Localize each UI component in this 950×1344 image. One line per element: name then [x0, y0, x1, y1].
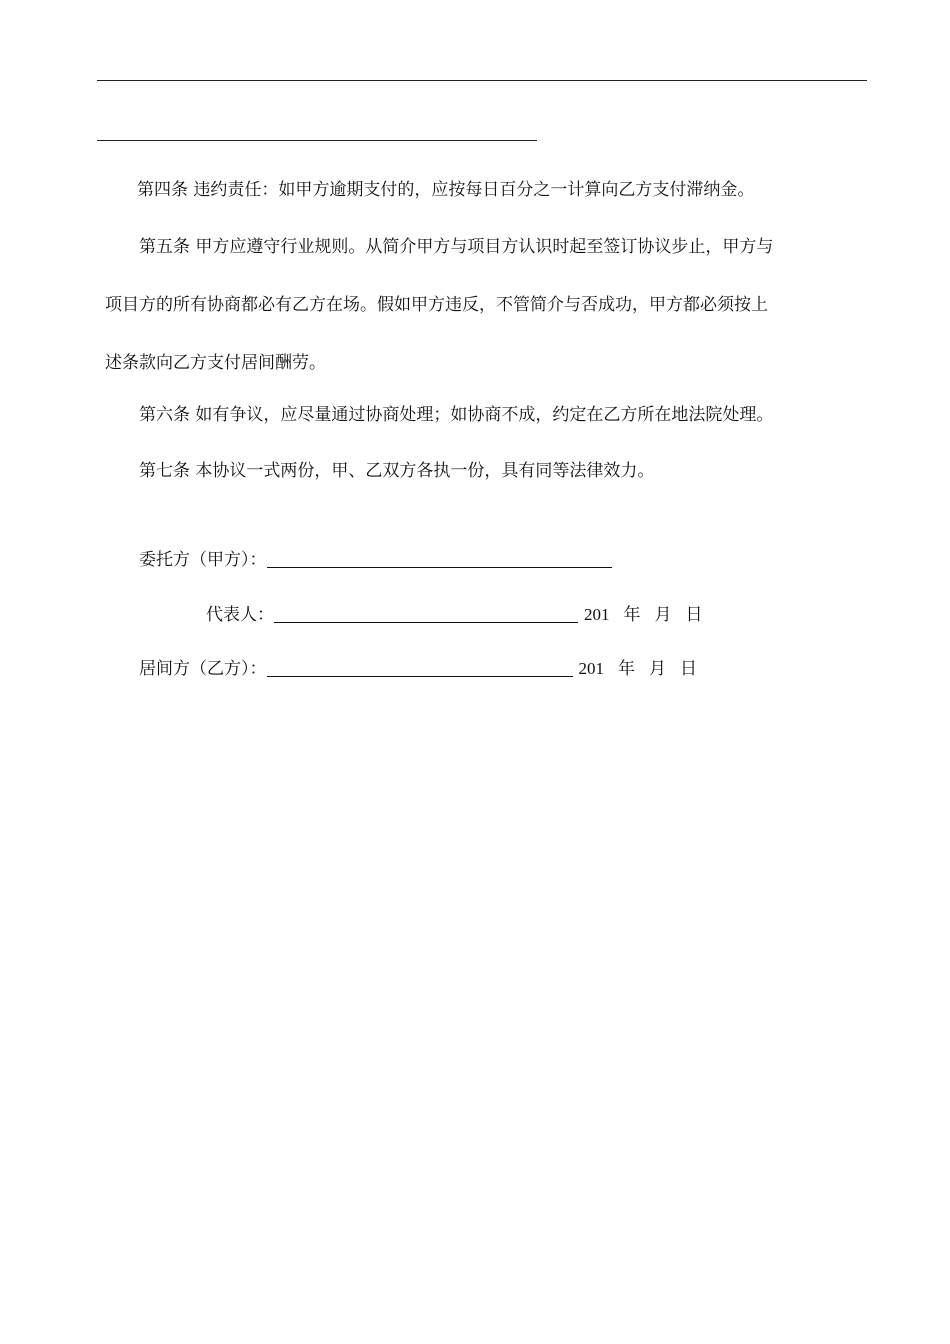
- principal-signature-row: [139, 549, 612, 571]
- representative-label: 代表人：: [206, 605, 274, 625]
- representative-date: [584, 604, 717, 626]
- blank-fill-line: [97, 80, 867, 81]
- date-day-unit: 日: [685, 605, 703, 624]
- date-year: 201: [578, 659, 604, 678]
- representative-signature-row: [206, 604, 717, 626]
- date-year-unit: 年: [623, 605, 641, 624]
- date-day-unit: 日: [680, 659, 697, 678]
- date-month-unit: 月: [654, 605, 672, 624]
- date-month-unit: 月: [649, 659, 666, 678]
- intermediary-signature-row: [139, 658, 711, 680]
- date-year-unit: 年: [618, 659, 635, 678]
- intermediary-label: 居间方（乙方）：: [139, 659, 267, 679]
- article-4: 第四条 违约责任：如甲方逾期支付的，应按每日百分之一计算向乙方支付滞纳金。: [137, 180, 755, 200]
- article-6: 第六条 如有争议，应尽量通过协商处理；如协商不成，约定在乙方所在地法院处理。: [139, 405, 774, 425]
- date-year: 201: [584, 605, 610, 624]
- intermediary-date: [579, 658, 712, 680]
- representative-signature-blank: [274, 606, 578, 623]
- article-5-line-3: 述条款向乙方支付居间酬劳。: [105, 353, 326, 373]
- principal-signature-blank: [267, 551, 612, 568]
- article-7: 第七条 本协议一式两份，甲、乙双方各执一份，具有同等法律效力。: [139, 461, 655, 481]
- article-5-line-2: 项目方的所有协商都必有乙方在场。假如甲方违反，不管简介与否成功，甲方都必须按上: [105, 295, 768, 315]
- blank-fill-line: [97, 140, 537, 141]
- intermediary-signature-blank: [267, 660, 573, 677]
- principal-label: 委托方（甲方）：: [139, 550, 267, 570]
- article-5-line-1: 第五条 甲方应遵守行业规则。从简介甲方与项目方认识时起至签订协议步止，甲方与: [139, 237, 774, 257]
